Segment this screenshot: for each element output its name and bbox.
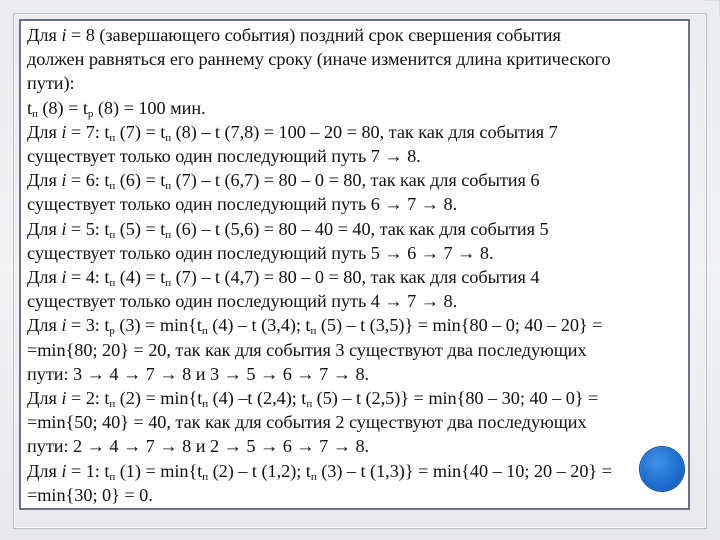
text-line: [27, 144, 689, 168]
subscript: п: [310, 325, 317, 338]
text-line: [27, 265, 689, 289]
text-run: = 6: t: [66, 170, 110, 191]
italic-variable: i: [61, 388, 67, 409]
text-run: Для: [27, 460, 62, 481]
text-run: Для: [27, 170, 62, 191]
text-run: (5) – t (3,5)} = min{80 – 0; 40 – 20} =: [316, 315, 603, 336]
text-run: (2) = min{t: [115, 388, 203, 409]
text-line: [27, 96, 689, 120]
text-run: (7) – t (4,7) = 80 – 0 = 80, так как для события 4: [171, 267, 540, 288]
subscript: п: [109, 131, 116, 144]
text-line: [27, 120, 689, 144]
subscript: п: [109, 277, 116, 290]
subscript: п: [109, 228, 116, 241]
italic-variable: i: [61, 218, 67, 239]
text-run: существует только один последующий путь 7 → 8.: [27, 146, 421, 167]
text-line: [27, 192, 689, 216]
text-run: = 7: t: [66, 121, 110, 142]
text-run: =min{80; 20} = 20, так как для события 3 существуют два последующих: [27, 339, 587, 360]
text-run: пути):: [27, 73, 75, 94]
text-run: =min{30; 0} = 0.: [27, 484, 153, 505]
text-run: = 2: t: [66, 388, 110, 409]
subscript: п: [109, 470, 116, 483]
italic-variable: i: [61, 460, 67, 481]
subscript: п: [109, 180, 116, 193]
subscript: п: [32, 107, 38, 120]
text-run: (5) = t: [115, 218, 166, 239]
text-line: [27, 434, 689, 458]
text-run: (4) –t (2,4); t: [208, 388, 307, 409]
text-run: (7) – t (6,7) = 80 – 0 = 80, так как для события 6: [171, 170, 540, 191]
text-run: (3) = min{t: [114, 315, 202, 336]
text-line: [27, 483, 689, 507]
italic-variable: i: [61, 267, 67, 288]
text-run: существует только один последующий путь 4 → 7 → 8.: [27, 291, 458, 312]
text-run: пути: 2 → 4 → 7 → 8 и 2 → 5 → 6 → 7 → 8.: [27, 436, 370, 457]
text-run: (5) – t (2,5)} = min{80 – 30; 40 – 0} =: [312, 388, 599, 409]
subscript: п: [109, 398, 116, 411]
text-run: (8) = 100 мин.: [93, 97, 206, 118]
text-run: (6) = t: [115, 170, 166, 191]
text-run: пути: 3 → 4 → 7 → 8 и 3 → 5 → 6 → 7 → 8.: [27, 363, 370, 384]
text-run: существует только один последующий путь 5 → 6 → 7 → 8.: [27, 242, 494, 263]
text-run: (1) = min{t: [115, 460, 203, 481]
italic-variable: i: [61, 25, 67, 45]
text-line: [27, 289, 689, 313]
subscript: п: [165, 131, 172, 144]
italic-variable: i: [61, 170, 67, 191]
content-panel: [19, 19, 690, 510]
text-line: [27, 362, 689, 386]
subscript: п: [165, 228, 172, 241]
subscript: р: [87, 107, 94, 120]
text-line: [27, 71, 689, 95]
text-run: Для: [27, 121, 62, 142]
text-run: =min{50; 40} = 40, так как для события 2 существуют два последующих: [27, 412, 587, 433]
text-run: (8) = t: [37, 97, 88, 118]
text-run: Для: [27, 218, 62, 239]
text-line: [27, 47, 689, 71]
text-line: [27, 217, 689, 241]
text-run: Для: [27, 25, 62, 45]
subscript: п: [165, 180, 172, 193]
text-run: (8) – t (7,8) = 100 – 20 = 80, так как для события 7: [171, 121, 558, 142]
subscript: р: [109, 325, 115, 338]
text-run: = 4: t: [66, 267, 110, 288]
text-run: (2) – t (1,2); t: [208, 460, 311, 481]
text-run: Для: [27, 315, 62, 336]
text-run: должен равняться его раннему сроку (иначе изменится длина критического: [27, 49, 611, 70]
italic-variable: i: [61, 121, 67, 142]
italic-variable: i: [61, 315, 67, 336]
text-line: [27, 410, 689, 434]
subscript: п: [201, 325, 208, 338]
text-run: (6) – t (5,6) = 80 – 40 = 40, так как для события 5: [171, 218, 549, 239]
text-line: [27, 338, 689, 362]
text-block: [27, 23, 689, 507]
text-run: = 3: t: [66, 315, 110, 336]
subscript: п: [310, 470, 317, 483]
text-run: (7) = t: [115, 121, 166, 142]
text-line: [27, 386, 689, 410]
text-run: t: [27, 97, 33, 118]
text-run: (4) = t: [115, 267, 166, 288]
text-run: (4) – t (3,4); t: [207, 315, 311, 336]
text-line: [27, 23, 689, 47]
text-run: Для: [27, 267, 62, 288]
text-line: [27, 241, 689, 265]
decorative-circle: [640, 447, 684, 491]
text-line: [27, 313, 689, 337]
subscript: п: [202, 470, 209, 483]
text-run: существует только один последующий путь 6 → 7 → 8.: [27, 194, 458, 215]
subscript: п: [306, 398, 313, 411]
text-run: (3) – t (1,3)} = min{40 – 10; 20 – 20} =: [316, 460, 612, 481]
subscript: п: [202, 398, 209, 411]
subscript: п: [165, 277, 172, 290]
text-run: = 8 (завершающего события) поздний срок свершения события: [66, 25, 561, 45]
text-line: [27, 168, 689, 192]
corner-decoration: [704, 0, 720, 16]
text-run: = 5: t: [66, 218, 110, 239]
text-line: [27, 459, 689, 483]
text-run: Для: [27, 388, 62, 409]
text-run: = 1: t: [66, 460, 110, 481]
